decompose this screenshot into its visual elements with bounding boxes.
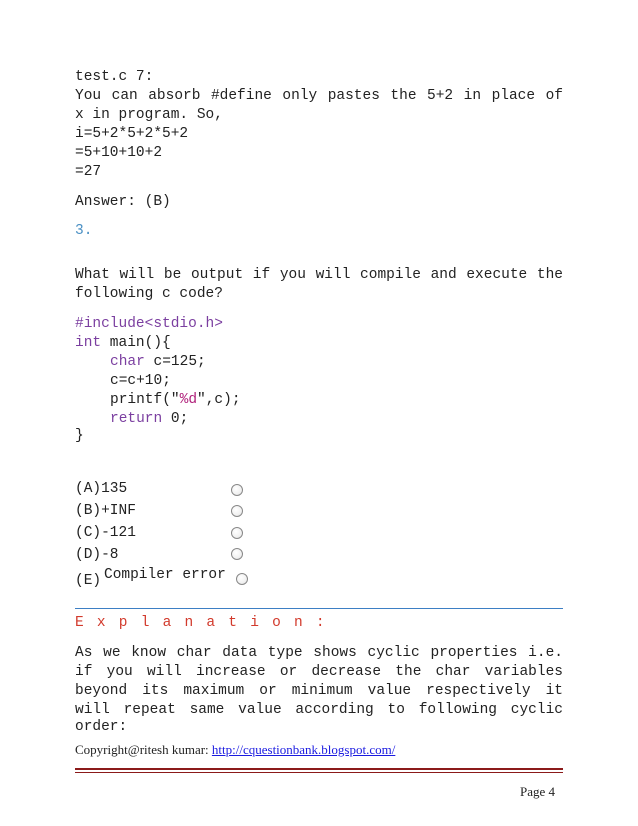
intro-line-4: i=5+2*5+2*5+2 — [75, 126, 189, 142]
question-number: 3. — [75, 223, 93, 239]
intro-line-1: test.c 7: — [75, 69, 154, 85]
explanation-line-1: As we know char data type shows cyclic properties i.e. — [75, 645, 563, 661]
option-a-radio[interactable] — [231, 484, 243, 496]
intro-line-2: You can absorb #define only pastes the 5+2 in place of — [75, 88, 563, 104]
option-label: (A) — [75, 481, 102, 497]
option-c — [75, 524, 136, 543]
option-e-text: Compiler error — [104, 567, 226, 583]
code-text: ",c); — [197, 392, 241, 408]
footer-rule — [75, 768, 563, 770]
code-format-string: %d — [179, 392, 198, 408]
explanation-line-5: order: — [75, 719, 128, 735]
code-text: main(){ — [101, 335, 171, 351]
option-c-radio[interactable] — [231, 527, 243, 539]
code-keyword: int — [75, 335, 102, 351]
intro-line-6: =27 — [75, 164, 102, 180]
explanation-line-2: if you will increase or decrease the char variables — [75, 664, 563, 680]
option-label: (D) — [75, 547, 102, 563]
option-label: (B) — [75, 503, 102, 519]
page-number: Page 4 — [520, 784, 556, 799]
intro-line-5: =5+10+10+2 — [75, 145, 163, 161]
code-keyword: return — [110, 411, 163, 427]
option-text: -121 — [101, 525, 136, 541]
code-keyword: char — [110, 354, 145, 370]
copyright-text: Copyright@ritesh kumar: — [75, 742, 212, 757]
explanation-line-3: beyond its maximum or minimum value respectively it — [75, 683, 563, 699]
footer-copyright — [75, 742, 395, 758]
code-printf-line — [110, 391, 241, 410]
section-divider — [75, 608, 563, 609]
code-main — [75, 334, 171, 353]
code-include: #include<stdio.h> — [75, 316, 223, 332]
option-text: -8 — [101, 547, 119, 563]
explanation-line-4: will repeat same value according to following cyclic — [75, 702, 563, 718]
option-label: (C) — [75, 525, 102, 541]
option-b — [75, 502, 136, 521]
option-d-radio[interactable] — [231, 548, 243, 560]
option-b-radio[interactable] — [231, 505, 243, 517]
option-e-label: (E) — [75, 573, 102, 589]
code-text: 0; — [162, 411, 189, 427]
code-add-line: c=c+10; — [110, 373, 171, 389]
code-close-brace: } — [75, 428, 84, 444]
intro-line-3: x in program. So, — [75, 107, 223, 123]
question-line-2: following c code? — [75, 286, 223, 302]
code-text: printf(" — [110, 392, 180, 408]
code-text: c=125; — [144, 354, 206, 370]
answer-text: Answer: (B) — [75, 194, 171, 210]
code-return-line — [110, 410, 188, 429]
option-text: +INF — [101, 503, 136, 519]
code-char-line — [110, 353, 206, 372]
footer-rule-thin — [75, 772, 563, 773]
explanation-heading: Explanation: — [75, 615, 338, 631]
option-a — [75, 480, 127, 499]
footer-link[interactable]: http://cquestionbank.blogspot.com/ — [211, 742, 396, 757]
option-e-radio[interactable] — [236, 573, 248, 585]
option-text: 135 — [101, 481, 128, 497]
option-d — [75, 546, 119, 565]
question-line-1: What will be output if you will compile and execute the — [75, 267, 563, 283]
